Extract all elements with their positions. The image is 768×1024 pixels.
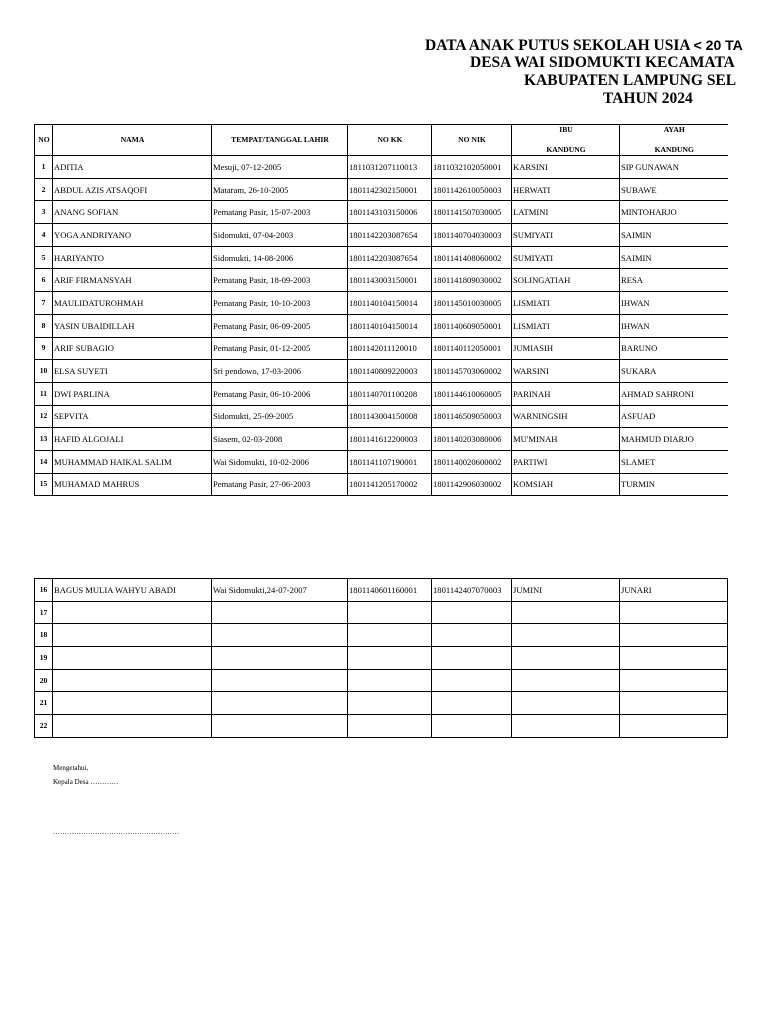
document-title	[0, 34, 743, 114]
cell-ibu: LISMIATI	[512, 292, 620, 315]
cell-nama	[53, 692, 212, 715]
cell-nama: ARIF SUBAGIO	[53, 337, 212, 360]
cell-no: 10	[35, 360, 53, 383]
cell-nama: MUHAMMAD HAIKAL SALIM	[53, 450, 212, 473]
table-row	[35, 156, 728, 179]
cell-ayah: SLAMET	[620, 450, 728, 473]
cell-ayah: SUKARA	[620, 360, 728, 383]
cell-no: 21	[35, 692, 53, 715]
cell-ttl	[212, 715, 348, 738]
cell-ibu: WARNINGSIH	[512, 405, 620, 428]
cell-nama: DWI PARLINA	[53, 382, 212, 405]
cell-ayah: SIP GUNAWAN	[620, 156, 728, 179]
cell-ttl: Sidomukti, 14-08-2006	[212, 246, 348, 269]
cell-kk	[348, 692, 432, 715]
cell-no: 18	[35, 624, 53, 647]
table-row	[35, 382, 728, 405]
cell-ibu: SOLINGATIAH	[512, 269, 620, 292]
cell-nama: MAULIDATUROHMAH	[53, 292, 212, 315]
table-row	[35, 428, 728, 451]
sign-kepala-desa: Kepala Desa …………	[53, 778, 119, 786]
cell-kk: 1801143004150008	[348, 405, 432, 428]
cell-no: 17	[35, 601, 53, 624]
cell-ayah: IHWAN	[620, 314, 728, 337]
cell-no: 16	[35, 579, 53, 602]
table-row	[35, 473, 728, 496]
table-row	[35, 692, 728, 715]
cell-nik: 1811032102050001	[432, 156, 512, 179]
header-ibu	[512, 125, 620, 156]
table-row	[35, 669, 728, 692]
sign-mengetahui: Mengetahui,	[53, 764, 89, 772]
cell-no: 12	[35, 405, 53, 428]
cell-nama: HARIYANTO	[53, 246, 212, 269]
cell-kk: 1801143103150006	[348, 201, 432, 224]
title-line-3: KABUPATEN LAMPUNG SEL	[524, 72, 737, 89]
cell-ibu: LATMINI	[512, 201, 620, 224]
cell-nik: 1801140704030003	[432, 224, 512, 247]
cell-ttl: Mataram, 26-10-2005	[212, 178, 348, 201]
cell-nik: 1801140203080006	[432, 428, 512, 451]
cell-nama: ABDUL AZIS ATSAQOFI	[53, 178, 212, 201]
cell-nik: 1801140020600002	[432, 450, 512, 473]
data-table-top	[34, 124, 728, 496]
cell-no: 7	[35, 292, 53, 315]
cell-kk	[348, 624, 432, 647]
table-row	[35, 715, 728, 738]
cell-nik	[432, 624, 512, 647]
header-ttl: TEMPAT/TANGGAL LAHIR	[212, 125, 348, 156]
cell-ibu	[512, 624, 620, 647]
cell-nama	[53, 624, 212, 647]
cell-kk: 1801142203087654	[348, 246, 432, 269]
header-kk: NO KK	[348, 125, 432, 156]
cell-nama	[53, 669, 212, 692]
cell-kk	[348, 669, 432, 692]
cell-nik	[432, 669, 512, 692]
cell-nama	[53, 715, 212, 738]
cell-ibu: KOMSIAH	[512, 473, 620, 496]
cell-ayah: MAHMUD DIARJO	[620, 428, 728, 451]
table-row	[35, 601, 728, 624]
cell-ttl: Sidomukti, 07-04-2003	[212, 224, 348, 247]
cell-nama	[53, 601, 212, 624]
cell-nama: ANANG SOFIAN	[53, 201, 212, 224]
cell-nik: 1801145703060002	[432, 360, 512, 383]
cell-no: 1	[35, 156, 53, 179]
table-row	[35, 337, 728, 360]
table-row	[35, 292, 728, 315]
cell-ayah: IHWAN	[620, 292, 728, 315]
cell-nik	[432, 715, 512, 738]
cell-no: 3	[35, 201, 53, 224]
cell-no: 11	[35, 382, 53, 405]
cell-nik: 1801141507030005	[432, 201, 512, 224]
cell-nama: MUHAMAD MAHRUS	[53, 473, 212, 496]
cell-ttl: Wai Sidomukti, 10-02-2006	[212, 450, 348, 473]
cell-no: 20	[35, 669, 53, 692]
table-row	[35, 201, 728, 224]
cell-ibu	[512, 715, 620, 738]
cell-ttl: Pematang Pasir, 27-06-2003	[212, 473, 348, 496]
title-line-1	[425, 36, 743, 55]
cell-nik: 1801140609050001	[432, 314, 512, 337]
cell-kk	[348, 715, 432, 738]
cell-nik: 1801144610060005	[432, 382, 512, 405]
table-row	[35, 178, 728, 201]
cell-nama: HAFID ALGOJALI	[53, 428, 212, 451]
cell-ttl	[212, 624, 348, 647]
cell-ibu: KARSINI	[512, 156, 620, 179]
cell-ttl	[212, 692, 348, 715]
cell-ibu: WARSINI	[512, 360, 620, 383]
cell-nama	[53, 647, 212, 670]
cell-no: 8	[35, 314, 53, 337]
cell-kk: 1801140809220003	[348, 360, 432, 383]
cell-ibu: JUMINI	[512, 579, 620, 602]
header-nik: NO NIK	[432, 125, 512, 156]
cell-kk: 1801143003150001	[348, 269, 432, 292]
cell-ttl	[212, 647, 348, 670]
cell-nik: 1801141408060002	[432, 246, 512, 269]
cell-ayah: AHMAD SAHRONI	[620, 382, 728, 405]
cell-nama: ADITIA	[53, 156, 212, 179]
cell-no: 4	[35, 224, 53, 247]
table-row	[35, 647, 728, 670]
header-ibu-bottom: KANDUNG	[546, 145, 586, 154]
cell-nama: YOGA ANDRIYANO	[53, 224, 212, 247]
header-ayah	[620, 125, 728, 156]
cell-no: 5	[35, 246, 53, 269]
table-row	[35, 224, 728, 247]
cell-nama: SEPVITA	[53, 405, 212, 428]
cell-kk: 1801142302150001	[348, 178, 432, 201]
cell-ttl: Pematang Pasir, 06-10-2006	[212, 382, 348, 405]
cell-ttl: Mesuji, 07-12-2005	[212, 156, 348, 179]
cell-ayah	[620, 715, 728, 738]
table-row	[35, 314, 728, 337]
cell-ttl: Pematang Pasir, 10-10-2003	[212, 292, 348, 315]
cell-nik: 1801146509050003	[432, 405, 512, 428]
cell-ttl: Wai Sidomukti,24-07-2007	[212, 579, 348, 602]
cell-ibu: PARTIWI	[512, 450, 620, 473]
header-no: NO	[35, 125, 53, 156]
table-row	[35, 405, 728, 428]
header-ibu-top: IBU	[559, 125, 573, 134]
cell-ttl: Pematang Pasir, 06-09-2005	[212, 314, 348, 337]
table-row	[35, 579, 728, 602]
cell-kk: 1801142203087654	[348, 224, 432, 247]
cell-no: 22	[35, 715, 53, 738]
cell-no: 15	[35, 473, 53, 496]
cell-ttl	[212, 669, 348, 692]
header-ayah-bottom: KANDUNG	[654, 145, 694, 154]
cell-ttl: Pematang Pasir, 15-07-2003	[212, 201, 348, 224]
header-nama: NAMA	[53, 125, 212, 156]
cell-ibu: LISMIATI	[512, 314, 620, 337]
table-header-row	[35, 125, 728, 156]
cell-ibu: PARINAH	[512, 382, 620, 405]
cell-ibu	[512, 647, 620, 670]
cell-kk: 1801141107190001	[348, 450, 432, 473]
cell-nik	[432, 647, 512, 670]
cell-kk: 1801140104150014	[348, 314, 432, 337]
cell-nama: ELSA SUYETI	[53, 360, 212, 383]
cell-kk: 1801140701100208	[348, 382, 432, 405]
cell-ttl: Sidomukti, 25-09-2005	[212, 405, 348, 428]
data-table-bottom	[34, 578, 728, 738]
cell-nik: 1801140112050001	[432, 337, 512, 360]
cell-nik: 1801141809030002	[432, 269, 512, 292]
cell-ayah: MINTOHARJO	[620, 201, 728, 224]
cell-ttl: Sri pendowo, 17-03-2006	[212, 360, 348, 383]
title-line-1-main: DATA ANAK PUTUS SEKOLAH USIA	[425, 37, 694, 54]
cell-ttl	[212, 601, 348, 624]
cell-ibu: MU'MINAH	[512, 428, 620, 451]
title-line-4: TAHUN 2024	[603, 90, 693, 107]
cell-kk: 1801142011120010	[348, 337, 432, 360]
cell-ayah: SAIMIN	[620, 224, 728, 247]
cell-no: 2	[35, 178, 53, 201]
cell-ibu	[512, 692, 620, 715]
title-line-2: DESA WAI SIDOMUKTI KECAMATA	[470, 54, 735, 71]
cell-ayah: JUNARI	[620, 579, 728, 602]
header-ayah-top: AYAH	[663, 125, 685, 134]
cell-nama: ARIF FIRMANSYAH	[53, 269, 212, 292]
table-row	[35, 624, 728, 647]
table-row	[35, 269, 728, 292]
cell-ayah	[620, 669, 728, 692]
cell-ibu: SUMIYATI	[512, 224, 620, 247]
cell-no: 14	[35, 450, 53, 473]
cell-kk: 1811031207110013	[348, 156, 432, 179]
cell-no: 9	[35, 337, 53, 360]
cell-ayah	[620, 624, 728, 647]
cell-nik: 1801142407070003	[432, 579, 512, 602]
cell-nik: 1801145010030005	[432, 292, 512, 315]
cell-ibu: SUMIYATI	[512, 246, 620, 269]
cell-nik	[432, 692, 512, 715]
cell-kk	[348, 601, 432, 624]
cell-kk	[348, 647, 432, 670]
cell-ayah	[620, 601, 728, 624]
cell-ttl: Siasem, 02-03-2008	[212, 428, 348, 451]
cell-no: 6	[35, 269, 53, 292]
cell-ayah: TURMIN	[620, 473, 728, 496]
cell-kk: 1801140104150014	[348, 292, 432, 315]
table-row	[35, 360, 728, 383]
cell-ayah: SAIMIN	[620, 246, 728, 269]
table-row	[35, 450, 728, 473]
cell-kk: 1801141612200003	[348, 428, 432, 451]
cell-nama: YASIN UBAIDILLAH	[53, 314, 212, 337]
cell-nik: 1801142610050003	[432, 178, 512, 201]
cell-nik	[432, 601, 512, 624]
cell-nama: BAGUS MULIA WAHYU ABADI	[53, 579, 212, 602]
cell-ibu: JUMIASIH	[512, 337, 620, 360]
cell-ibu: HERWATI	[512, 178, 620, 201]
cell-ayah: SUBAWE	[620, 178, 728, 201]
cell-ayah	[620, 647, 728, 670]
cell-kk: 1801141205170002	[348, 473, 432, 496]
cell-ibu	[512, 601, 620, 624]
cell-ayah: RESA	[620, 269, 728, 292]
cell-ttl: Pematang Pasir, 18-09-2003	[212, 269, 348, 292]
cell-no: 19	[35, 647, 53, 670]
cell-kk: 1801140601160001	[348, 579, 432, 602]
cell-ayah: ASFUAD	[620, 405, 728, 428]
cell-ayah: BARUNO	[620, 337, 728, 360]
cell-nik: 1801142906030002	[432, 473, 512, 496]
cell-ibu	[512, 669, 620, 692]
cell-ayah	[620, 692, 728, 715]
table-row	[35, 246, 728, 269]
cell-ttl: Pematang Pasir, 01-12-2005	[212, 337, 348, 360]
cell-no: 13	[35, 428, 53, 451]
title-line-1-tail: < 20 TA	[693, 37, 743, 53]
sign-dots: ………………………………………………	[53, 828, 179, 836]
